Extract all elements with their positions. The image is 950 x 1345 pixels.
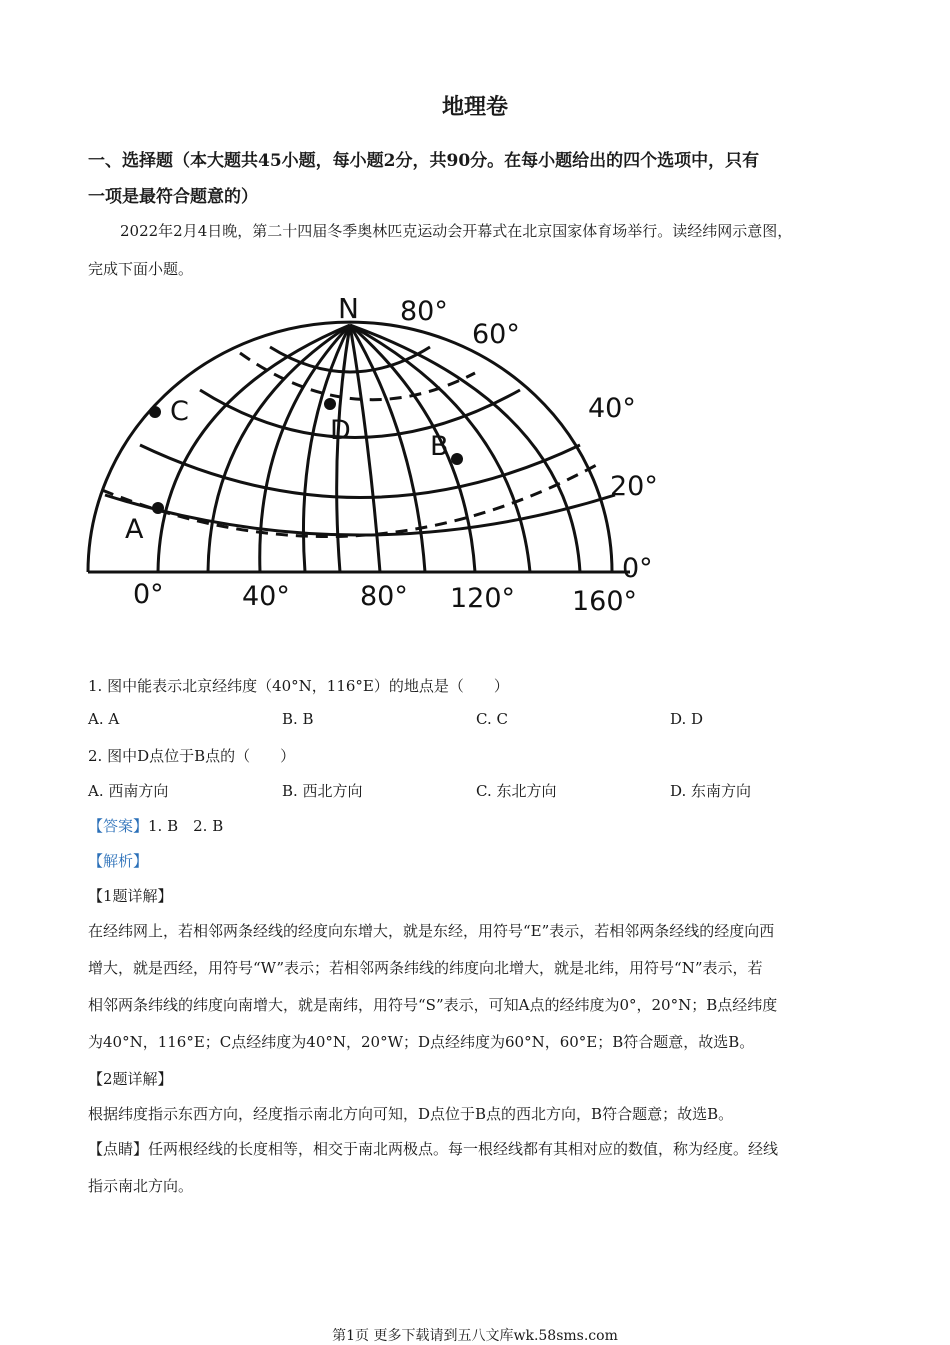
section-heading-line2: 一项是最符合题意的） — [88, 187, 258, 207]
lat-label-60: 60° — [472, 319, 520, 350]
detail1-line: 相邻两条纬线的纬度向南增大，就是南纬，用符号“S”表示，可知A点的经纬度为0°，20°N；B点经纬度 — [88, 996, 778, 1014]
q2-option-c: C. 东北方向 — [476, 782, 557, 800]
lon-label-120: 120° — [450, 583, 516, 614]
answer-text: 1. B 2. B — [148, 817, 224, 835]
q1-option-b: B. B — [282, 710, 314, 728]
q2-option-d: D. 东南方向 — [670, 782, 752, 800]
dashed-parallel-low — [102, 463, 600, 537]
detail1-line: 增大，就是西经，用符号“W”表示；若相邻两条纬线的纬度向北增大，就是北纬，用符号“N”表示，若 — [88, 959, 763, 977]
lat-label-80: 80° — [400, 296, 448, 327]
intro-line1: 2022年2月4日晚，第二十四届冬季奥林匹克运动会开幕式在北京国家体育场举行。读经纬网示意图， — [120, 222, 793, 240]
detail1-tag: 【1题详解】 — [88, 887, 173, 905]
lat-label-40: 40° — [588, 393, 636, 424]
q2-stem: 2. 图中D点位于B点的（ ） — [88, 747, 296, 765]
point-c-label: C — [170, 396, 189, 427]
tip-line2: 指示南北方向。 — [88, 1177, 194, 1195]
page-footer: 第1页 更多下载请到五八文库wk.58sms.com — [332, 1328, 618, 1344]
lon-label-160: 160° — [572, 586, 638, 617]
point-a-marker — [152, 502, 164, 514]
tip-line1 — [88, 1138, 778, 1159]
q2-option-b: B. 西北方向 — [282, 782, 363, 800]
lon-label-80: 80° — [360, 581, 408, 612]
detail1-line: 为40°N，116°E；C点经纬度为40°N，20°W；D点经纬度为60°N，60°E；B符合题意，故选B。 — [88, 1033, 755, 1051]
answer-line — [88, 815, 223, 836]
q1-stem: 1. 图中能表示北京经纬度（40°N，116°E）的地点是（ ） — [88, 677, 509, 695]
point-d-label: D — [330, 415, 351, 446]
answer-tag: 【答案】 — [88, 817, 149, 835]
point-b-marker — [451, 453, 463, 465]
lon-label-40: 40° — [242, 581, 290, 612]
q1-option-d: D. D — [670, 710, 704, 728]
analysis-tag: 【解析】 — [88, 852, 149, 870]
lat-label-20: 20° — [610, 471, 658, 502]
lat-label-0: 0° — [622, 553, 653, 584]
detail2-line: 根据纬度指示东西方向，经度指示南北方向可知，D点位于B点的西北方向，B符合题意；故选B。 — [88, 1105, 734, 1123]
lon-label-0: 0° — [133, 579, 164, 610]
graticule-diagram — [80, 285, 680, 620]
tip-text: 任两根经线的长度相等，相交于南北两极点。每一根经线都有其相对应的数值，称为经度。经线 — [148, 1140, 779, 1158]
q1-option-c: C. C — [476, 710, 508, 728]
tip-tag: 【点睛】 — [88, 1140, 149, 1158]
point-d-marker — [324, 398, 336, 410]
q2-option-a: A. 西南方向 — [88, 782, 169, 800]
point-b-label: B — [430, 431, 449, 462]
parallel-20 — [105, 495, 615, 535]
page-title: 地理卷 — [441, 94, 508, 120]
intro-line2: 完成下面小题。 — [88, 260, 194, 278]
pole-label: N — [338, 292, 359, 325]
detail1-line: 在经纬网上，若相邻两条经线的经度向东增大，就是东经，用符号“E”表示，若相邻两条经线的经度向西 — [88, 922, 775, 940]
parallel-40 — [140, 445, 580, 498]
section-heading-line1: 一、选择题（本大题共45小题，每小题2分，共90分。在每小题给出的四个选项中，只有 — [88, 151, 760, 171]
detail2-tag: 【2题详解】 — [88, 1070, 173, 1088]
point-c-marker — [149, 406, 161, 418]
point-a-label: A — [125, 514, 144, 545]
q1-option-a: A. A — [88, 710, 120, 728]
